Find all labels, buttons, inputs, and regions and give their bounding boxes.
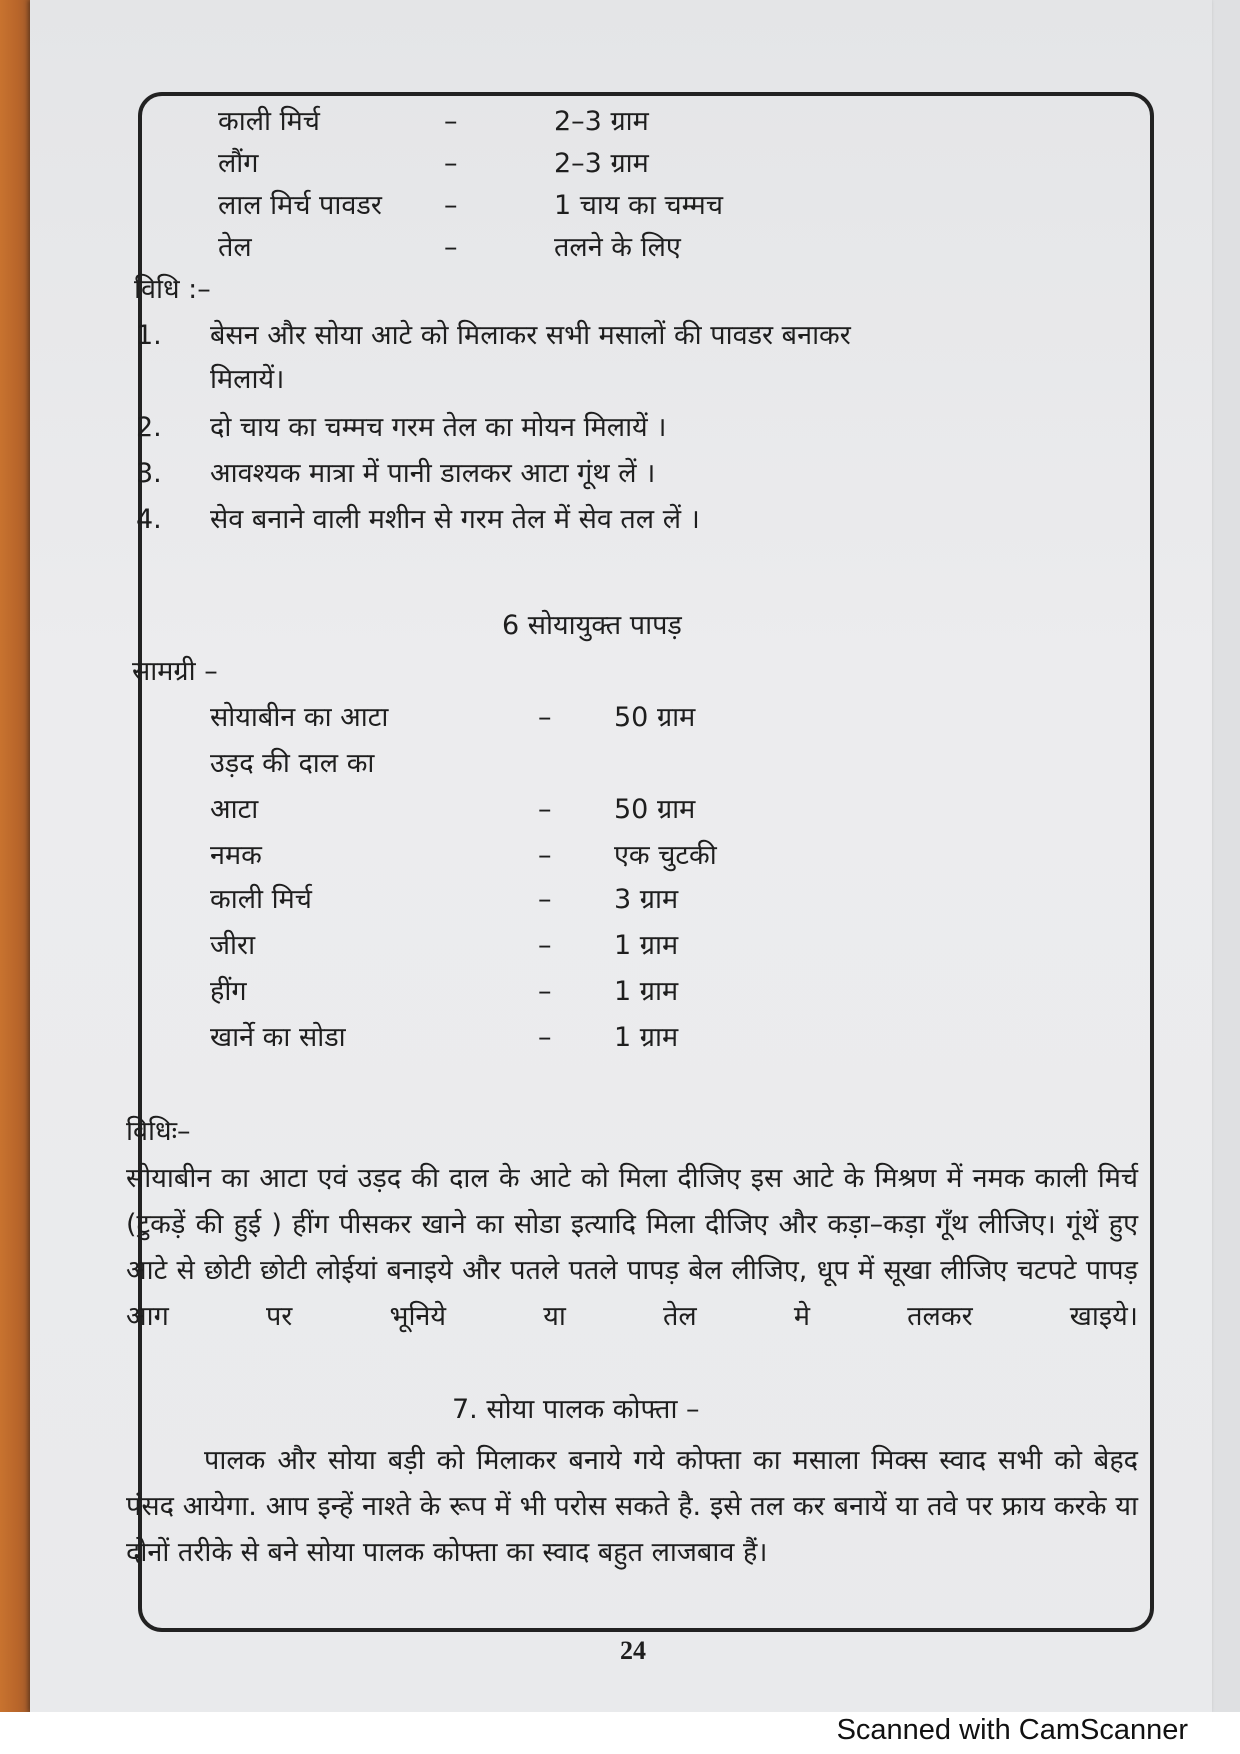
ingredient-name: तेल	[218, 232, 252, 263]
ingredient-name: सोयाबीन का आटा	[210, 702, 389, 733]
step-text: सेव बनाने वाली मशीन से गरम तेल में सेव तल लें ।	[210, 504, 700, 535]
ingredient-quantity: 3 ग्राम	[614, 884, 679, 915]
ingredient-name: काली मिर्च	[218, 106, 320, 137]
ingredient-name: आटा	[210, 794, 259, 825]
step-text: आवश्यक मात्रा में पानी डालकर आटा गूंथ लें ।	[210, 458, 656, 489]
step-number: 1.	[136, 320, 162, 351]
ingredient-dash: –	[444, 190, 458, 221]
ingredient-quantity: 50 ग्राम	[614, 702, 696, 733]
section-title: 7. सोया पालक कोफ्ता –	[452, 1394, 700, 1425]
ingredient-quantity: 50 ग्राम	[614, 794, 696, 825]
section-title: 6 सोयायुक्त पापड़	[502, 610, 682, 641]
ingredient-name: खार्ने का सोडा	[210, 1022, 346, 1053]
step-text: दो चाय का चम्मच गरम तेल का मोयन मिलायें ।	[210, 412, 667, 443]
ingredient-quantity: 1 ग्राम	[614, 976, 679, 1007]
document-page	[30, 0, 1212, 1712]
ingredient-quantity: तलने के लिए	[554, 232, 681, 263]
ingredient-name: लाल मिर्च पावडर	[218, 190, 382, 221]
ingredient-name: काली मिर्च	[210, 884, 312, 915]
ingredient-dash: –	[538, 840, 552, 871]
ingredient-dash: –	[538, 702, 552, 733]
ingredient-dash: –	[538, 930, 552, 961]
method-paragraph: सोयाबीन का आटा एवं उड़द की दाल के आटे को मिला दीजिए इस आटे के मिश्रण में नमक काली मिर्च (टुकड़ें की हुई ) हींग पीसकर खाने का सोडा इत्यादि मिला दीजिए और कड़ा–कड़ा गूँथ लीजिए। गूंथें हुए आटे से छोटी छोटी लोईयां बनाइये और पतले पतले पापड़ बेल लीजिए, धूप में सूखा लीजिए चटपटे पापड़ आग पर भूनिये या तेल मे तलकर खाइये।	[126, 1163, 1138, 1332]
ingredients-heading: सामग्री –	[132, 656, 218, 687]
ingredient-dash: –	[538, 884, 552, 915]
ingredient-dash: –	[538, 794, 552, 825]
method-heading: विधिः–	[126, 1116, 191, 1147]
ingredient-name: जीरा	[210, 930, 256, 961]
ingredient-quantity: 2–3 ग्राम	[554, 106, 649, 137]
step-text: बेसन और सोया आटे को मिलाकर सभी मसालों की पावडर बनाकर	[210, 320, 851, 351]
ingredient-name: नमक	[210, 840, 262, 871]
step-number: 2.	[136, 412, 162, 443]
ingredient-dash: –	[538, 1022, 552, 1053]
ingredient-dash: –	[444, 148, 458, 179]
ingredient-quantity: 2–3 ग्राम	[554, 148, 649, 179]
section-paragraph: पालक और सोया बड़ी को मिलाकर बनाये गये कोफ्ता का मसाला मिक्स स्वाद सभी को बेहद पंसद आयेगा. आप इन्हें नाश्ते के रूप में भी परोस सकते है. इसे तल कर बनायें या तवे पर फ्राय करके या दोनों तरीके से बने सोया पालक कोफ्ता का स्वाद बहुत लाजबाव हैं।	[126, 1445, 1138, 1568]
ingredient-quantity: 1 चाय का चम्मच	[554, 190, 723, 221]
ingredient-quantity: 1 ग्राम	[614, 930, 679, 961]
ingredient-name: उड़द की दाल का	[210, 748, 375, 779]
step-number: 4.	[136, 504, 162, 535]
method-heading: विधि :–	[134, 274, 211, 305]
ingredient-name: हींग	[210, 976, 247, 1007]
scanner-watermark: Scanned with CamScanner	[836, 1714, 1188, 1746]
ingredient-quantity: 1 ग्राम	[614, 1022, 679, 1053]
ingredient-dash: –	[538, 976, 552, 1007]
ingredient-quantity: एक चुटकी	[614, 840, 717, 871]
step-text: मिलायें।	[210, 364, 285, 395]
page-number: 24	[620, 1636, 646, 1665]
step-number: 3.	[136, 458, 162, 489]
ingredient-name: लौंग	[218, 148, 259, 179]
ingredient-dash: –	[444, 106, 458, 137]
ingredient-dash: –	[444, 232, 458, 263]
